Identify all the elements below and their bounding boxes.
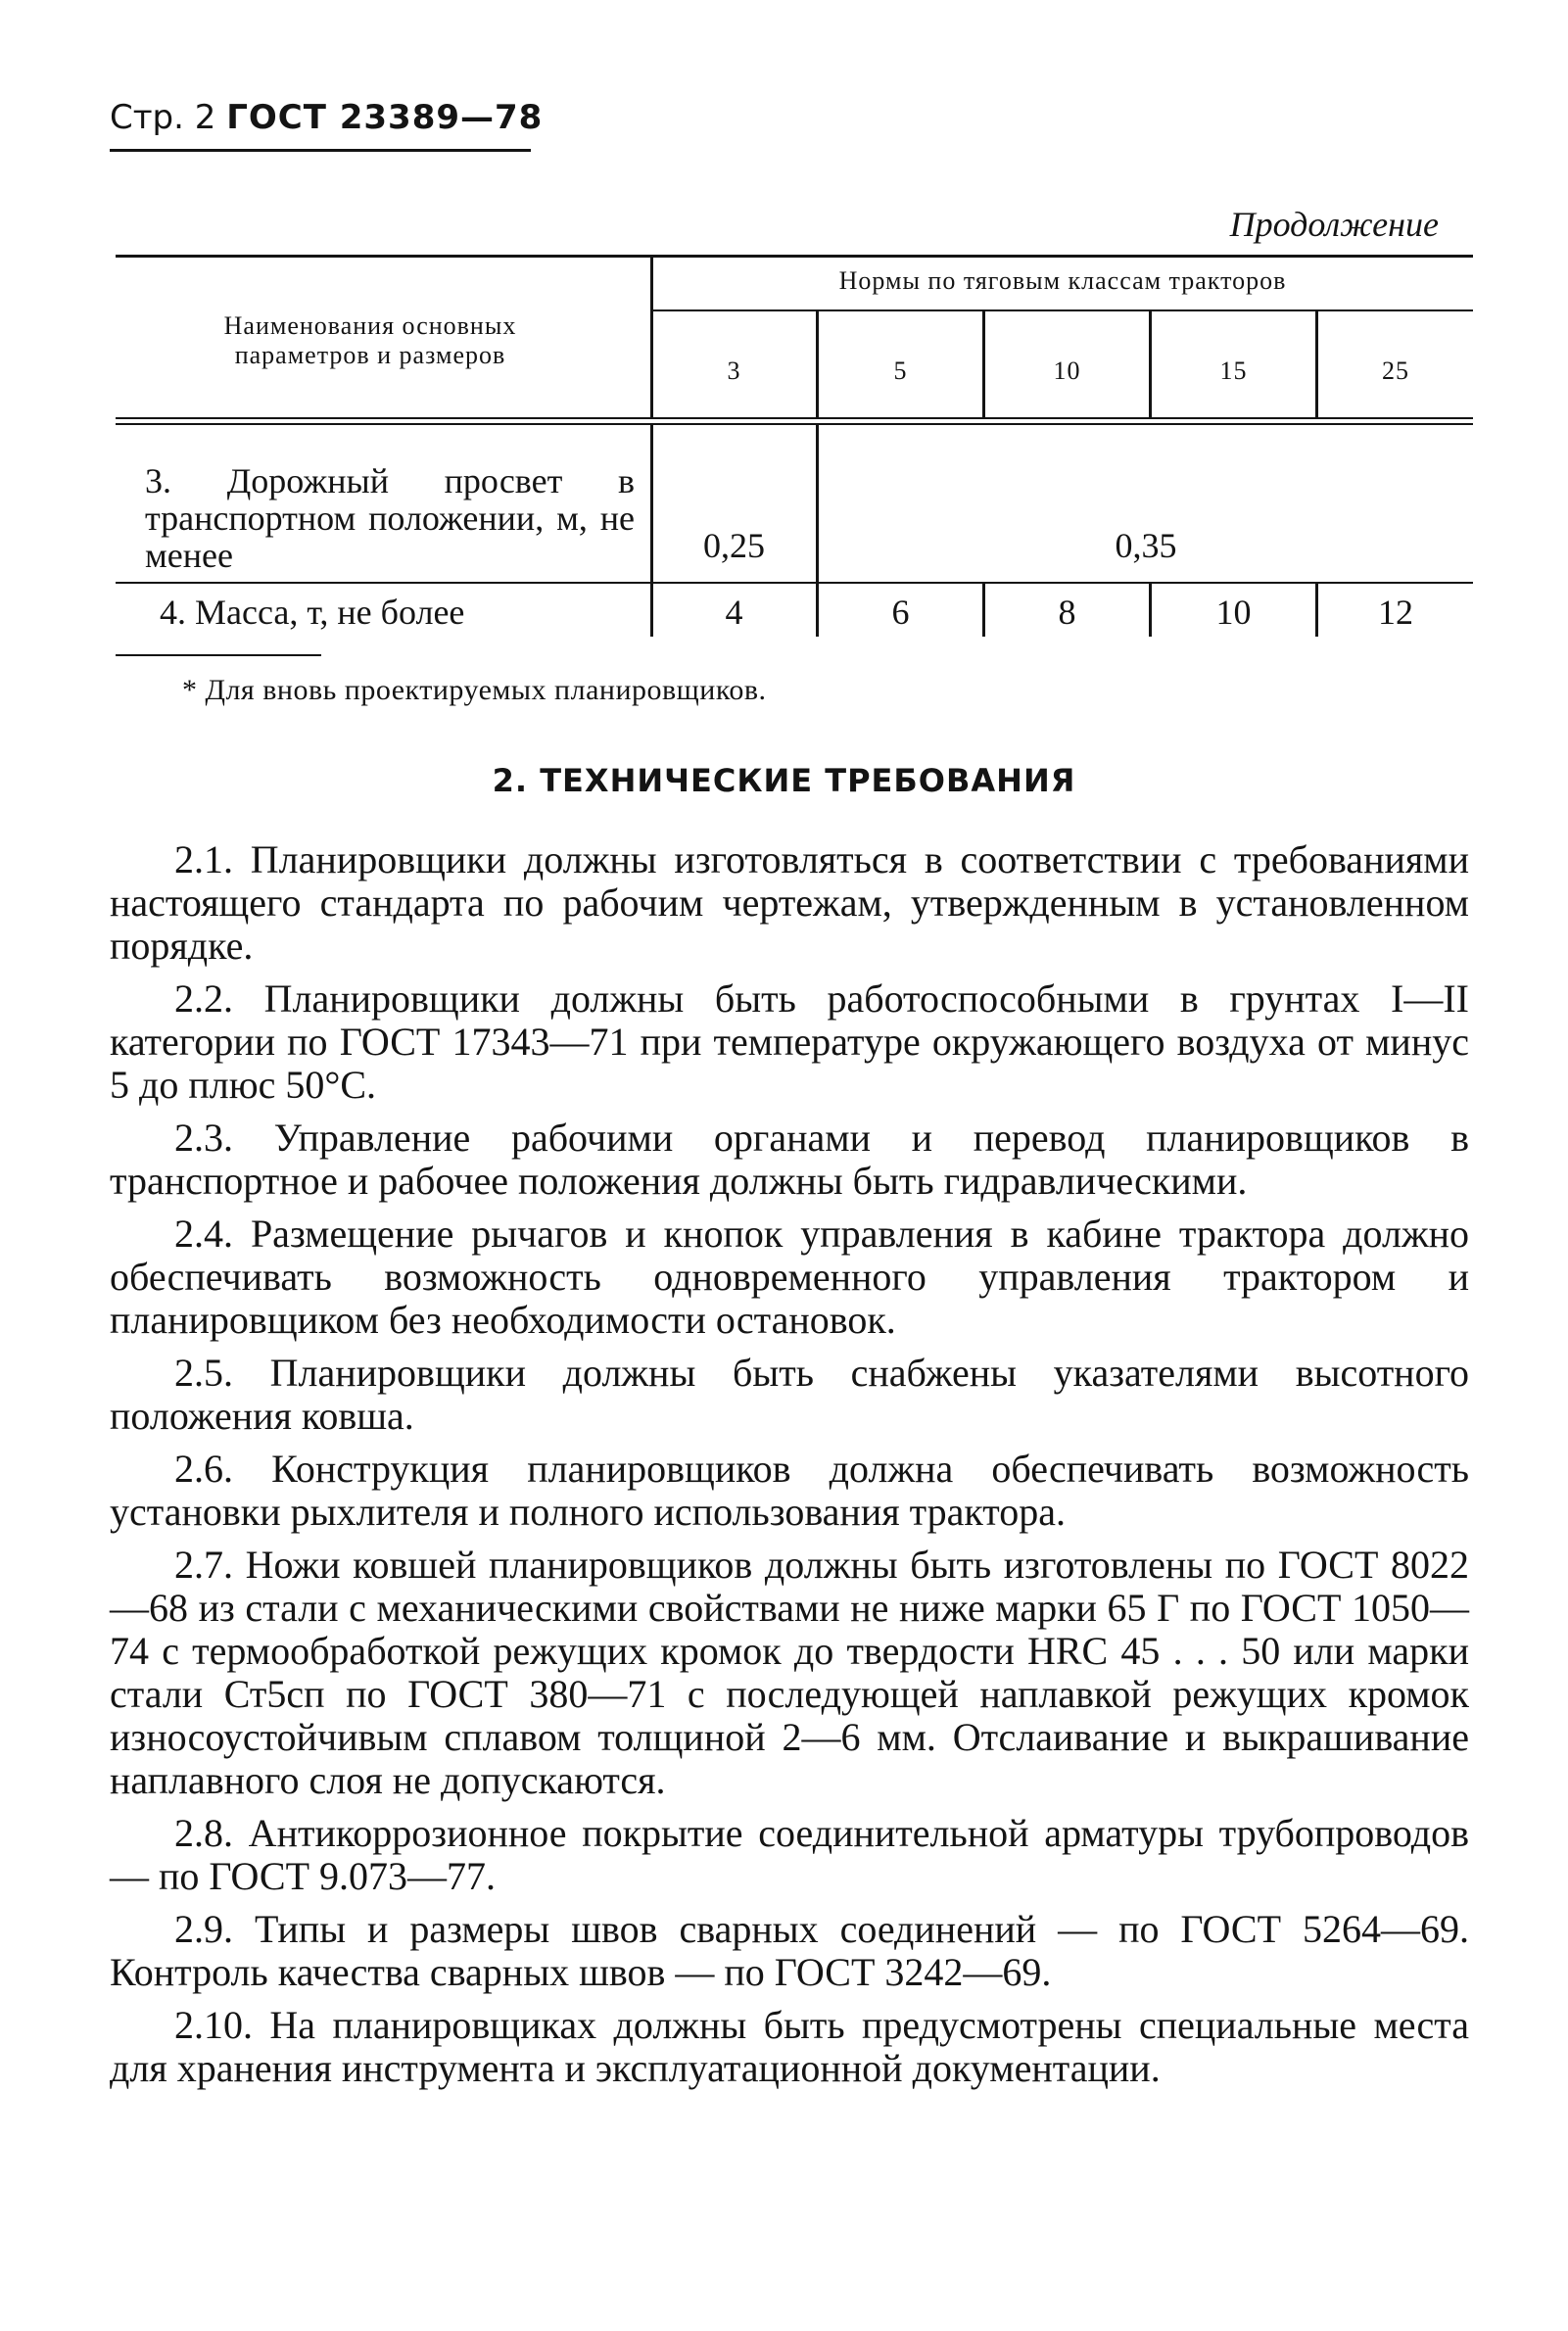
row-mass-class5: 6: [891, 593, 910, 632]
parameters-table: [116, 255, 1473, 666]
class-header-10: 10: [1053, 357, 1081, 385]
footnote: * Для вновь проектируемых планировщиков.: [182, 674, 767, 706]
standard-number: ГОСТ 23389—78: [226, 98, 544, 137]
footnote-rule: [116, 654, 321, 656]
paragraph-2-9: 2.9. Типы и размеры швов сварных соединений — по ГОСТ 5264—69. Контроль качества сварных швов — по ГОСТ 3242—69.: [110, 1907, 1469, 1994]
header-rule: [110, 149, 531, 152]
paragraph-2-2: 2.2. Планировщики должны быть работоспособными в грунтах I—II категории по ГОСТ 17343—71 при температуре окружающего воздуха от минус 5 до плюс 50°С.: [110, 976, 1469, 1107]
page-number: Стр. 2: [110, 98, 216, 137]
row-mass-class10: 8: [1058, 593, 1076, 632]
row-mass-name: 4. Масса, т, не более: [160, 593, 465, 632]
paragraph-2-8: 2.8. Антикоррозионное покрытие соединительной арматуры трубопроводов — по ГОСТ 9.073—77.: [110, 1811, 1469, 1898]
requirements-body: [110, 838, 1469, 2100]
class-header-5: 5: [893, 357, 908, 385]
row-clearance-other-classes: 0,35: [1115, 526, 1177, 565]
table-top-rule: [116, 255, 1473, 258]
group-column-header: Нормы по тяговым классам тракторов: [838, 266, 1287, 295]
row-clearance-class3: 0,25: [703, 526, 765, 565]
page-header: [110, 98, 543, 137]
row-divider: [116, 582, 1473, 584]
row-mass-class15: 10: [1215, 593, 1252, 632]
continuation-label: Продолжение: [1229, 205, 1439, 244]
paragraph-2-1: 2.1. Планировщики должны изготовляться в соответствии с требованиями настоящего стандарта по рабочим чертежам, утвержденным в установленном порядке.: [110, 837, 1469, 968]
group-header-rule: [652, 309, 1473, 311]
param-column-header: Наименования основных параметров и размеров: [223, 311, 517, 369]
paragraph-2-6: 2.6. Конструкция планировщиков должна обеспечивать возможность установки рыхлителя и полного использования трактора.: [110, 1447, 1469, 1534]
header-double-rule-2: [116, 423, 1473, 425]
row-mass-class3: 4: [725, 593, 743, 632]
paragraph-2-5: 2.5. Планировщики должны быть снабжены указателями высотного положения ковша.: [110, 1351, 1469, 1438]
section-title: 2. ТЕХНИЧЕСКИЕ ТРЕБОВАНИЯ: [492, 762, 1076, 799]
class-header-25: 25: [1382, 357, 1409, 385]
class-header-15: 15: [1219, 357, 1248, 385]
paragraph-2-10: 2.10. На планировщиках должны быть предусмотрены специальные места для хранения инструмента и эксплуатационной документации.: [110, 2003, 1469, 2090]
paragraph-2-7: 2.7. Ножи ковшей планировщиков должны быть изготовлены по ГОСТ 8022—68 из стали с механическими свойствами не ниже марки 65 Г по ГОСТ 1050—74 с термообработкой режущих кромок до твердости HRC 45 . . . 50 или марки стали Ст5сп по ГОСТ 380—71 с последующей наплавкой режущих кромок износоустойчивым сплавом толщиной 2—6 мм. Отслаивание и выкрашивание наплавного слоя не допускаются.: [110, 1543, 1469, 1802]
paragraph-2-3: 2.3. Управление рабочими органами и перевод планировщиков в транспортное и рабочее положения должны быть гидравлическими.: [110, 1116, 1469, 1203]
class-header-3: 3: [727, 357, 741, 385]
header-double-rule-1: [116, 417, 1473, 419]
paragraph-2-4: 2.4. Размещение рычагов и кнопок управления в кабине трактора должно обеспечивать возможность одновременного управления трактором и планировщиком без необходимости остановок.: [110, 1212, 1469, 1342]
row-clearance-name: 3. Дорожный просвет в транспортном положении, м, не менее: [145, 461, 635, 575]
row-mass-class25: 12: [1378, 593, 1413, 632]
